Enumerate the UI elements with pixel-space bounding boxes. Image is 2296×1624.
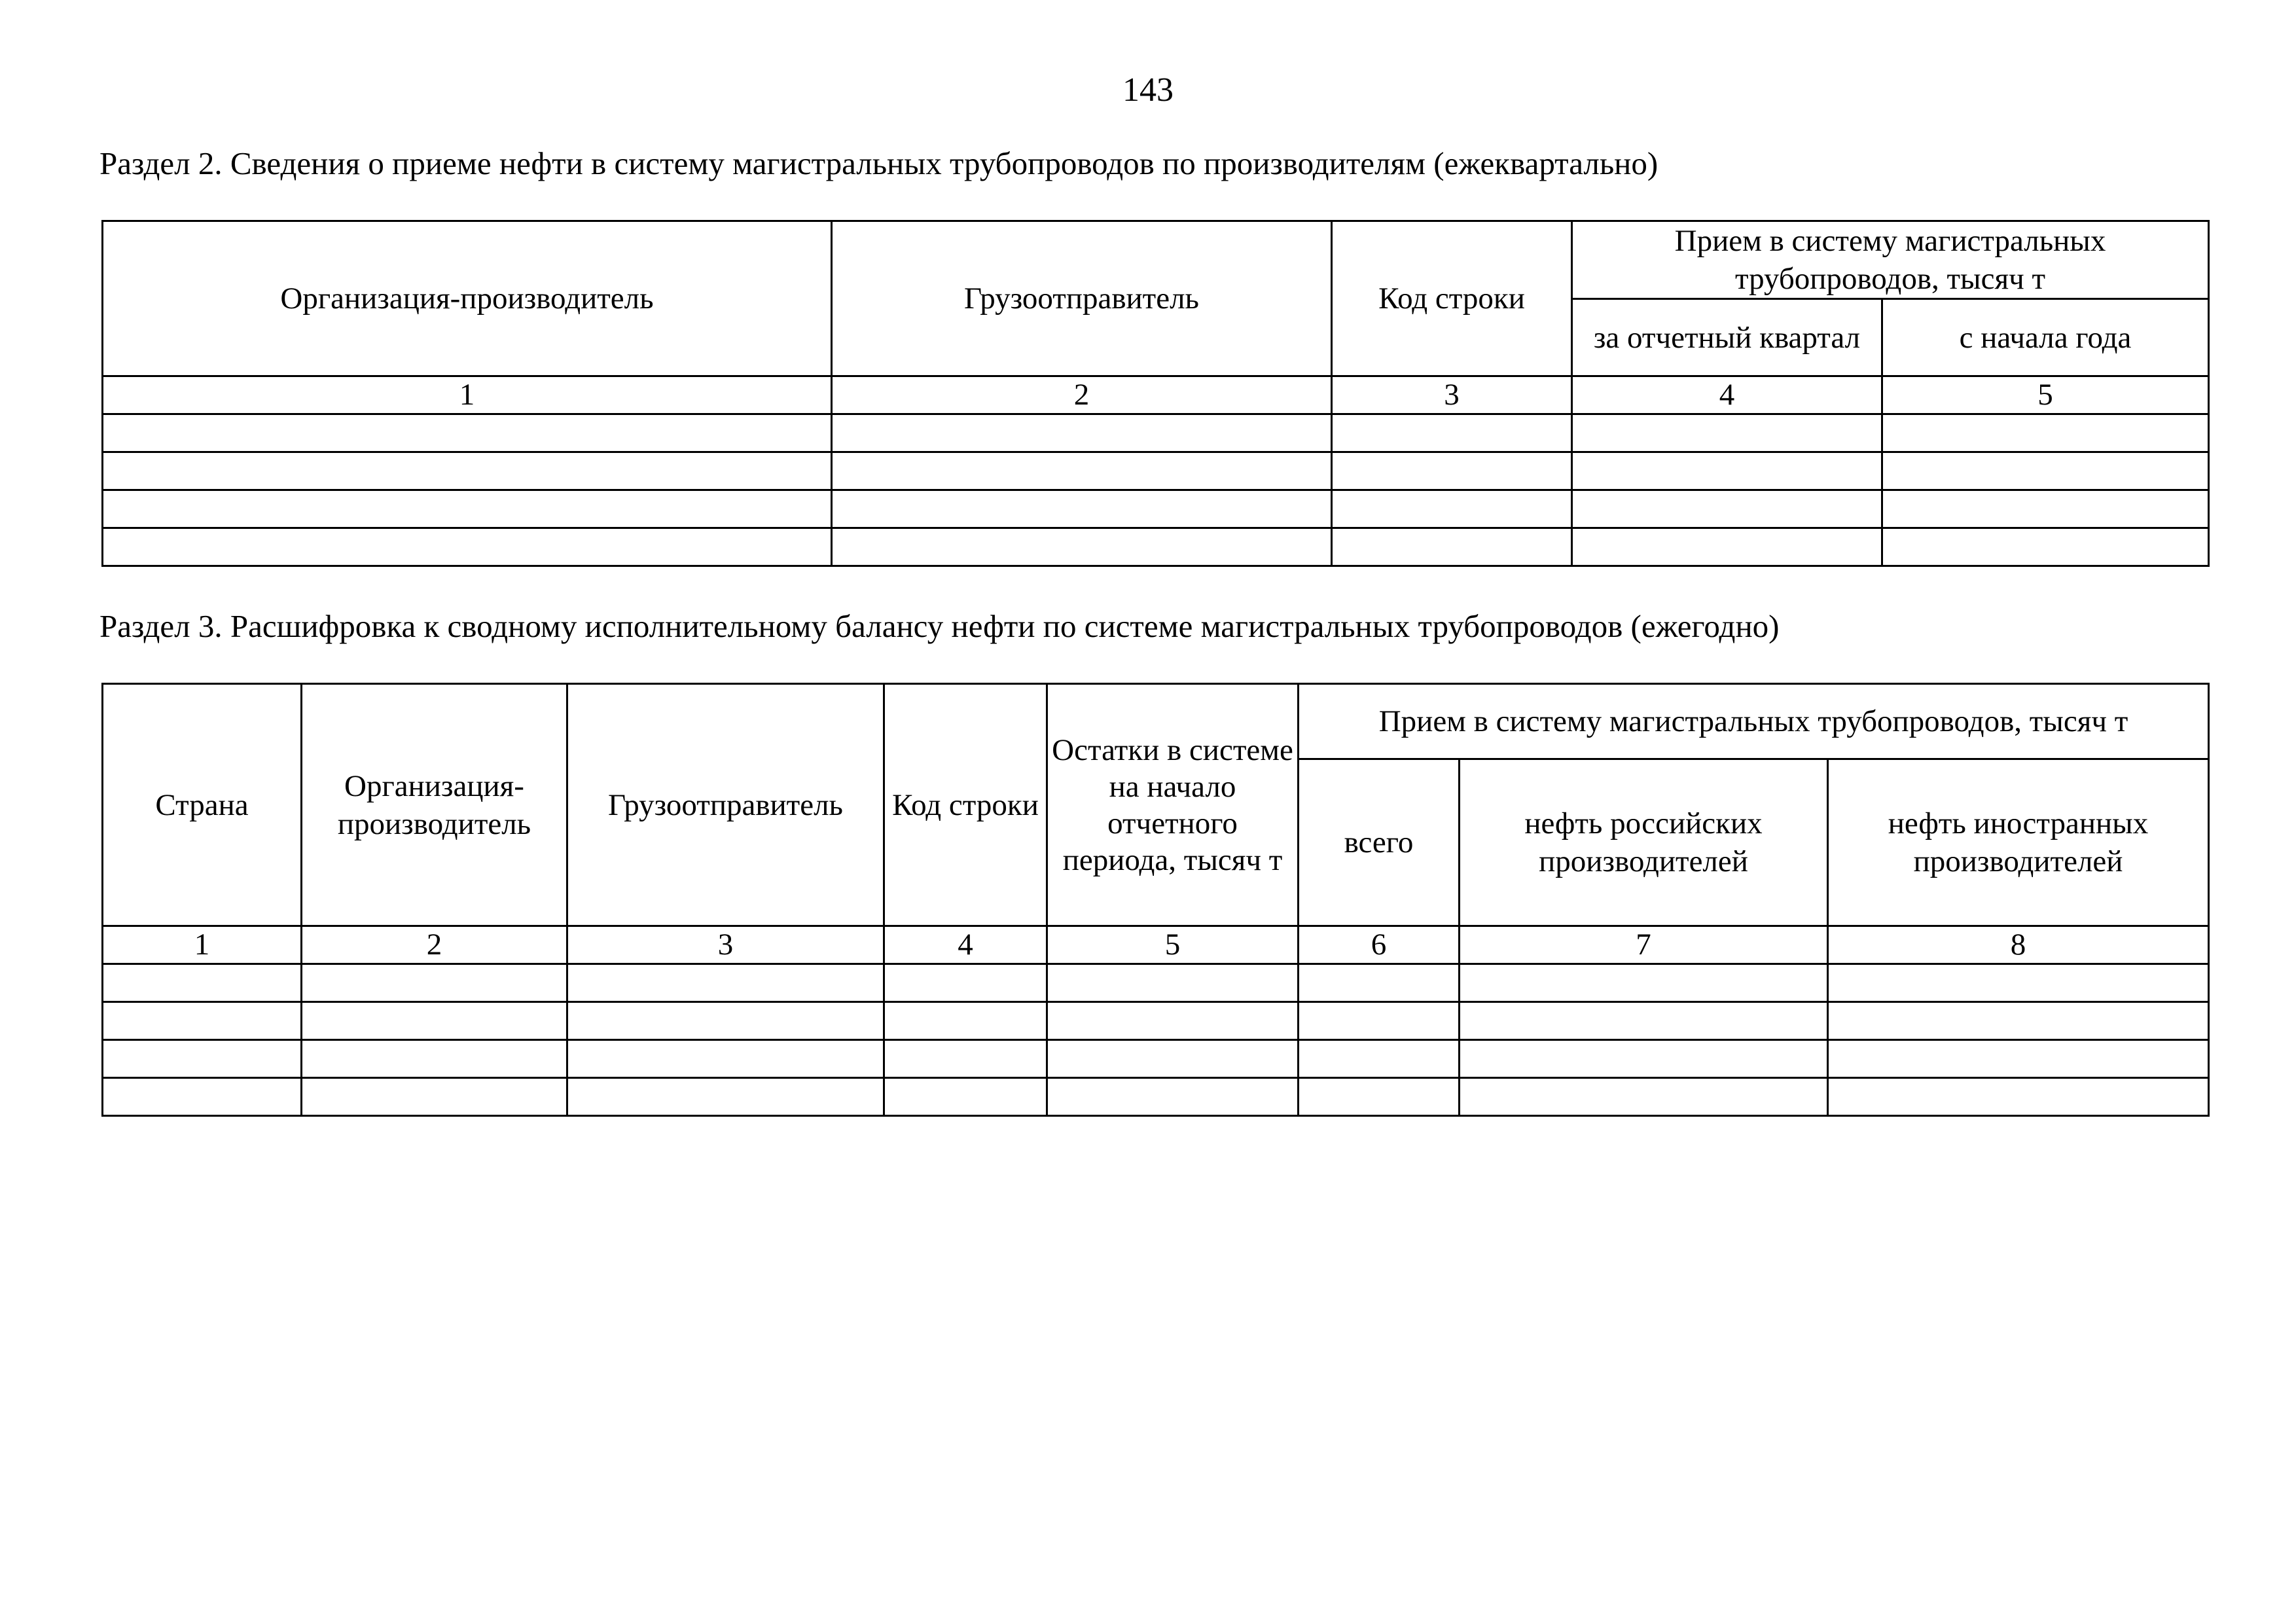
header-organization: Организация-производитель [302,684,567,926]
data-cell[interactable] [103,1002,302,1040]
data-cell[interactable] [1299,1040,1460,1078]
data-cell[interactable] [1572,414,1882,452]
data-cell[interactable] [1828,1078,2209,1116]
column-number: 3 [1332,376,1572,414]
data-cell[interactable] [1572,452,1882,490]
data-cell[interactable] [832,490,1332,528]
data-cell[interactable] [103,452,832,490]
table-row [103,490,2209,528]
column-number: 4 [884,926,1047,964]
section-3-table [101,683,2210,1117]
header-row-code: Код строки [1332,221,1572,376]
table-row [103,964,2209,1002]
data-cell[interactable] [1299,964,1460,1002]
data-cell[interactable] [1572,490,1882,528]
header-intake-group: Прием в систему магистральных трубопроводов, тысяч т [1572,221,2209,299]
data-cell[interactable] [567,964,884,1002]
data-cell[interactable] [1460,1078,1828,1116]
table-row [103,414,2209,452]
header-foreign-oil: нефть иностранных производителей [1828,759,2209,926]
table-row [103,1040,2209,1078]
column-number: 5 [1882,376,2209,414]
section-2-title: Раздел 2. Сведения о приеме нефти в систему магистральных трубопроводов по производителям (ежеквартально) [99,145,1659,181]
page-number: 143 [1122,71,1174,109]
data-cell[interactable] [1460,1040,1828,1078]
data-cell[interactable] [1332,452,1572,490]
header-shipper: Грузоотправитель [567,684,884,926]
data-cell[interactable] [884,1078,1047,1116]
header-intake-group: Прием в систему магистральных трубопроводов, тысяч т [1299,684,2209,759]
table-row [103,452,2209,490]
data-cell[interactable] [567,1002,884,1040]
column-number: 1 [103,376,832,414]
data-cell[interactable] [1882,452,2209,490]
data-cell[interactable] [832,414,1332,452]
table-row [103,1078,2209,1116]
header-opening-balance: Остатки в системе на начало отчетного периода, тысяч т [1047,684,1299,926]
table-row [103,1002,2209,1040]
data-cell[interactable] [1332,490,1572,528]
header-shipper: Грузоотправитель [832,221,1332,376]
header-year-to-date: с начала года [1882,299,2209,376]
data-cell[interactable] [302,1040,567,1078]
data-cell[interactable] [302,1078,567,1116]
data-cell[interactable] [1828,1002,2209,1040]
data-cell[interactable] [1460,1002,1828,1040]
data-cell[interactable] [302,1002,567,1040]
header-for-quarter: за отчетный квартал [1572,299,1882,376]
data-cell[interactable] [1828,964,2209,1002]
data-cell[interactable] [103,964,302,1002]
data-cell[interactable] [302,964,567,1002]
header-organization: Организация-производитель [103,221,832,376]
data-cell[interactable] [884,1040,1047,1078]
column-number: 5 [1047,926,1299,964]
section-2-table [101,220,2210,567]
data-cell[interactable] [567,1040,884,1078]
column-number: 6 [1299,926,1460,964]
data-cell[interactable] [567,1078,884,1116]
data-cell[interactable] [1332,528,1572,566]
section-3-title: Раздел 3. Расшифровка к сводному исполнительному балансу нефти по системе магистральных трубопроводов (ежегодно) [99,608,1780,644]
data-cell[interactable] [103,490,832,528]
column-number: 2 [832,376,1332,414]
data-cell[interactable] [832,528,1332,566]
column-numbers-row [103,926,2209,964]
header-russian-oil: нефть российских производителей [1460,759,1828,926]
header-country: Страна [103,684,302,926]
data-cell[interactable] [1572,528,1882,566]
column-number: 3 [567,926,884,964]
column-number: 7 [1460,926,1828,964]
column-number: 4 [1572,376,1882,414]
table-row [103,528,2209,566]
data-cell[interactable] [1047,964,1299,1002]
data-cell[interactable] [1332,414,1572,452]
data-cell[interactable] [1299,1078,1460,1116]
data-cell[interactable] [1299,1002,1460,1040]
data-cell[interactable] [1460,964,1828,1002]
column-number: 8 [1828,926,2209,964]
data-cell[interactable] [1882,414,2209,452]
data-cell[interactable] [1828,1040,2209,1078]
data-cell[interactable] [884,1002,1047,1040]
data-cell[interactable] [103,1078,302,1116]
data-cell[interactable] [1882,490,2209,528]
header-total: всего [1299,759,1460,926]
data-cell[interactable] [1047,1078,1299,1116]
data-cell[interactable] [1047,1040,1299,1078]
data-cell[interactable] [103,414,832,452]
data-cell[interactable] [103,528,832,566]
data-cell[interactable] [103,1040,302,1078]
column-number: 1 [103,926,302,964]
header-row-code: Код строки [884,684,1047,926]
data-cell[interactable] [884,964,1047,1002]
data-cell[interactable] [1882,528,2209,566]
column-number: 2 [302,926,567,964]
column-numbers-row [103,376,2209,414]
data-cell[interactable] [832,452,1332,490]
data-cell[interactable] [1047,1002,1299,1040]
